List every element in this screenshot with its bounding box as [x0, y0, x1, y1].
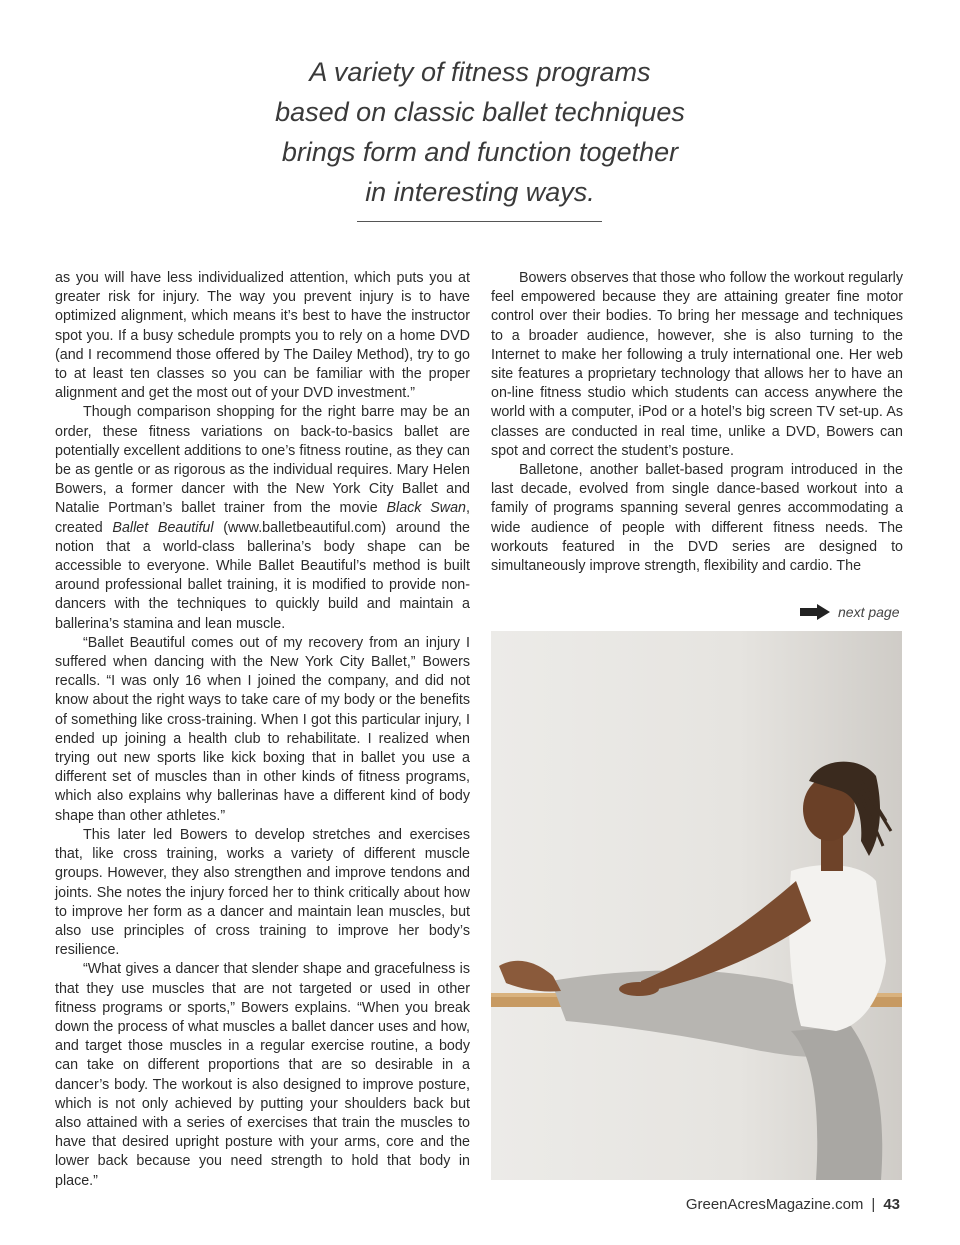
page-footer — [686, 1196, 900, 1213]
pull-quote-line: in interesting ways. — [365, 177, 595, 207]
next-page-label: next page — [838, 604, 900, 620]
arrow-right-icon — [800, 604, 830, 620]
footer-separator: | — [871, 1196, 876, 1213]
pull-quote — [180, 52, 780, 212]
pull-quote-divider — [357, 221, 602, 222]
paragraph: Though comparison shopping for the right barre may be an order, these fitness variations on back-to-basics ballet are potentially excellent additions to one’s fitness routine, as they can be as gentle or as rigorous as the individual requires. Mary Helen Bowers, a former dancer with the New York City Ballet and Natalie Portman’s ballet trainer from the movie Black Swan, created Ballet Beautiful (www.balletbeautiful.com) around the notion that a world-class ballerina’s body shape can be accessible to everyone. While Ballet Beautiful’s method is built around professional ballet training, it is modified to provide non-dancers with the techniques to quickly build and maintain a ballerina’s stamina and lean muscle. — [55, 404, 470, 632]
paragraph: This later led Bowers to develop stretches and exercises that, like cross training, works a variety of different muscle groups. However, they also strengthen and improve tendons and joints. She notes the injury forced her to think critically about how to improve her form as a dancer and maintain lean muscles, but also use principles of cross training to improve her body’s resilience. — [55, 826, 470, 959]
pull-quote-line: based on classic ballet techniques — [275, 97, 685, 127]
right-column — [491, 269, 903, 576]
pull-quote-line: brings form and function together — [281, 137, 679, 167]
paragraph: as you will have less individualized attention, which puts you at greater risk for injury. The way you prevent injury is to have optimized alignment, which means it’s best to have the instructor spot you. If a busy schedule prompts you to rely on a home DVD (and I recommend those offered by The Dailey Method), try to go to at least ten classes so you can be familiar with the proper alignment and get the most out of your DVD investment.” — [55, 270, 470, 402]
dancer-photo — [491, 631, 902, 1180]
next-page-link[interactable] — [800, 604, 900, 620]
dancer-at-barre-illustration — [491, 631, 902, 1180]
paragraph: “Ballet Beautiful comes out of my recovery from an injury I suffered when dancing with the New York City Ballet,” Bowers recalls. “I was only 16 when I joined the company, and did not know about the right ways to take care of my body or the benefits of something like cross-training. When I got this particular injury, I ended up joining a health club to rehabilitate. I realized when trying out new sports like kick boxing that in ballet you use a different set of muscles than in other kinds of fitness programs, which also explains why ballerinas have a different kind of body shape than other athletes.” — [55, 634, 470, 824]
paragraph: “What gives a dancer that slender shape and gracefulness is that they use muscles that are not targeted or used in other fitness programs or sports,” Bowers explains. “When you break down the process of what muscles a ballet dancer uses and how, and target those muscles in a regular exercise routine, a body can take on different proportions that are so desirable in a dancer’s body. The workout is also designed to improve posture, which is not only achieved by putting your shoulders back but also attained with a series of exercises that train the muscles to have that desired upright posture with your arms, core and the lower back because you need strength to hold that body in place.” — [55, 961, 470, 1189]
paragraph: Bowers observes that those who follow the workout regularly feel empowered because they are attaining greater fine motor control over their bodies. To bring her message and techniques to a broader audience, however, she is also turning to the Internet to make her following a truly international one. Her web site features a proprietary technology that allows her to have an on-line fitness studio which students can access anywhere the world with a computer, iPod or a hotel’s big screen TV set-up. As classes are conducted in real time, unlike a DVD, Bowers can spot and correct the student’s posture. — [491, 270, 903, 459]
pull-quote-line: A variety of fitness programs — [309, 57, 651, 87]
left-column — [55, 269, 470, 1191]
movie-title: Black Swan — [386, 500, 467, 517]
page-number: 43 — [883, 1196, 900, 1213]
paragraph: Balletone, another ballet-based program introduced in the last decade, evolved from single dance-based workout into a family of programs spanning several genres accommodating a wide audience of people with different fitness needs. The workouts featured in the DVD series are designed to simultaneously improve strength, flexibility and cardio. The — [491, 462, 903, 575]
program-title: Ballet Beautiful — [112, 519, 214, 536]
magazine-site: GreenAcresMagazine.com — [685, 1196, 864, 1213]
